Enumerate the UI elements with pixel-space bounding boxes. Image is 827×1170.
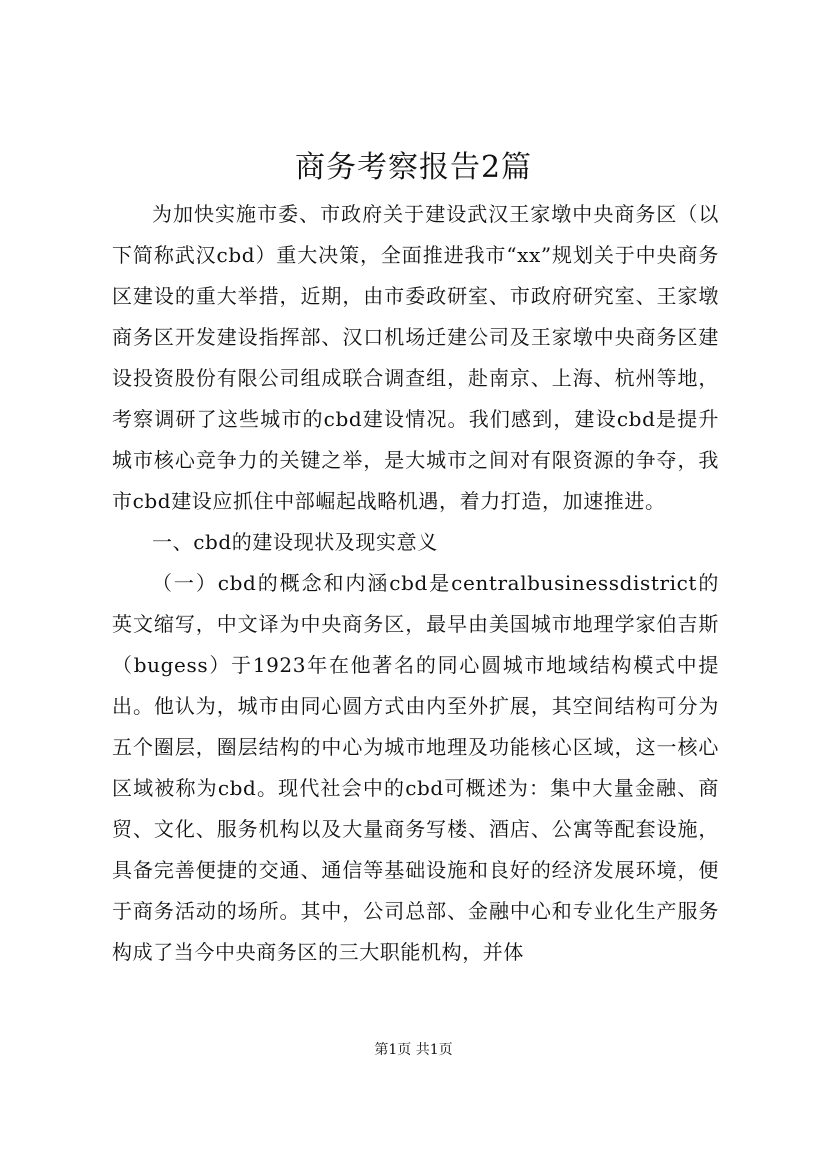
intro-paragraph: 为加快实施市委、市政府关于建设武汉王家墩中央商务区（以下简称武汉cbd）重大决策，全面推进我市“xx”规划关于中央商务区建设的重大举措，近期，由市委政研室、市政府研究室、王家墩商务区开发建设指挥部、汉口机场迁建公司及王家墩中央商务区建设投资股份有限公司组成联合调查组，赴南京、上海、杭州等地，考察调研了这些城市的cbd建设情况。我们感到，建设cbd是提升城市核心竞争力的关键之举，是大城市之间对有限资源的争夺，我市cbd建设应抓住中部崛起战略机遇，着力打造，加速推进。 <box>112 202 719 513</box>
document-body <box>112 194 719 973</box>
section-heading: 一、cbd的建设现状及现实意义 <box>152 530 438 554</box>
page-footer: 第1页 共1页 <box>374 1042 453 1058</box>
subsection-paragraph: （一）cbd的概念和内涵cbd是centralbusinessdistrict的英文缩写，中文译为中央商务区，最早由美国城市地理学家伯吉斯（bugess）于1923年在他著名的同心圆城市地域结构模式中提出。他认为，城市由同心圆方式由内至外扩展，其空间结构可分为五个圈层，圈层结构的中心为城市地理及功能核心区域，这一核心区域被称为cbd。现代社会中的cbd可概述为：集中大量金融、商贸、文化、服务机构以及大量商务写楼、酒店、公寓等配套设施，具备完善便捷的交通、通信等基础设施和良好的经济发展环境，便于商务活动的场所。其中，公司总部、金融中心和专业化生产服务构成了当今中央商务区的三大职能机构，并体 <box>112 571 719 964</box>
document-title: 商务考察报告2篇 <box>294 150 533 185</box>
